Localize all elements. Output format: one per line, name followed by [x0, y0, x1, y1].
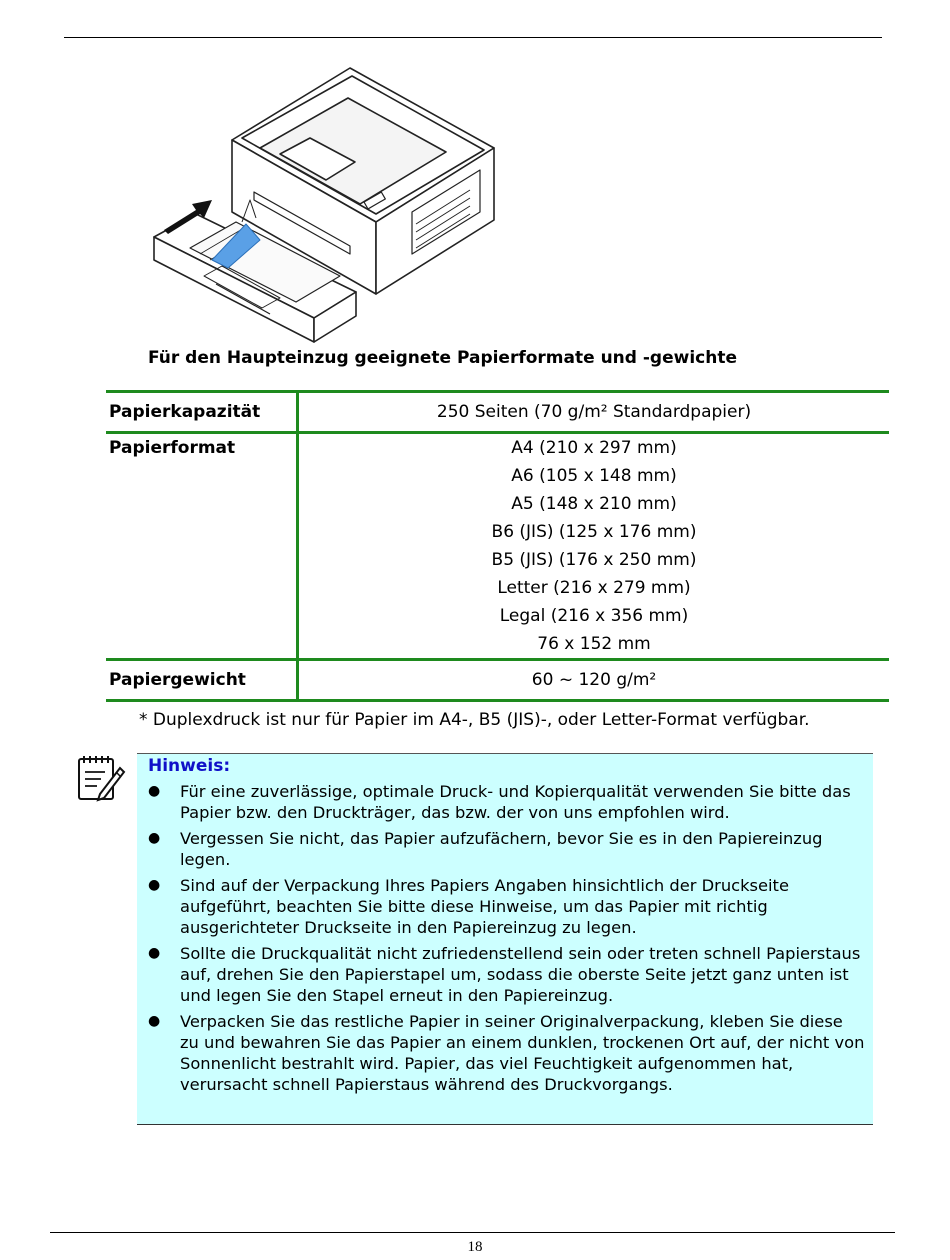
table-row	[106, 392, 889, 433]
format-item: A4 (210 x 297 mm)	[511, 438, 677, 458]
row-value: 60 ~ 120 g/m²	[531, 670, 657, 690]
top-rule	[64, 37, 882, 38]
list-item	[148, 1011, 866, 1095]
bullet-icon: ●	[148, 830, 161, 846]
list-item-text: Sollte die Druckqualität nicht zufriedenstellend sein oder treten schnell Papierstaus auf, drehen Sie den Papierstapel um, sodass die oberste Seite jetzt ganz unten ist und legen Sie den Stapel erneut in den Papiereinzug.	[180, 944, 861, 1005]
note-box	[137, 753, 873, 1125]
list-item	[148, 781, 866, 823]
list-item-text: Verpacken Sie das restliche Papier in seiner Originalverpackung, kleben Sie diese zu und bewahren Sie das Papier an einem dunklen, trockenen Ort auf, der nicht von Sonnenlicht bestrahlt wird. Papier, das viel Feuchtigkeit aufgenommen hat, verursacht schnell Papierstaus während des Druckvorgangs.	[180, 1012, 865, 1094]
printer-paper-tray-illustration	[150, 62, 510, 347]
table-row	[106, 660, 889, 701]
paper-spec-table	[106, 390, 889, 702]
format-item: B5 (JIS) (176 x 250 mm)	[491, 550, 697, 570]
list-item-text: Sind auf der Verpackung Ihres Papiers Angaben hinsichtlich der Druckseite aufgeführt, beachten Sie bitte diese Hinweise, um das Papier mit richtig ausgerichteter Druckseite in den Papiereinzug zu legen.	[180, 876, 789, 937]
duplex-footnote: * Duplexdruck ist nur für Papier im A4-, B5 (JIS)-, oder Letter-Format verfügbar.	[139, 710, 810, 730]
row-label: Papierkapazität	[106, 392, 298, 433]
format-item: A6 (105 x 148 mm)	[511, 466, 677, 486]
format-item: B6 (JIS) (125 x 176 mm)	[491, 522, 697, 542]
format-item: 76 x 152 mm	[537, 634, 651, 654]
page-number: 18	[467, 1239, 483, 1255]
table-row	[106, 433, 889, 660]
note-list	[148, 781, 866, 1100]
note-pad-icon	[76, 754, 126, 802]
list-item-text: Vergessen Sie nicht, das Papier aufzufächern, bevor Sie es in den Papiereinzug legen.	[180, 829, 823, 869]
format-item: A5 (148 x 210 mm)	[511, 494, 677, 514]
illustration-caption: Für den Haupteinzug geeignete Papierformate und -gewichte	[148, 348, 737, 368]
bullet-icon: ●	[148, 877, 161, 893]
note-title: Hinweis:	[148, 756, 231, 776]
row-label: Papiergewicht	[106, 660, 298, 701]
list-item	[148, 875, 866, 938]
list-item-text: Für eine zuverlässige, optimale Druck- und Kopierqualität verwenden Sie bitte das Papier bzw. den Druckträger, das bzw. der von uns empfohlen wird.	[180, 782, 851, 822]
bullet-icon: ●	[148, 783, 161, 799]
list-item	[148, 828, 866, 870]
bottom-rule	[50, 1232, 895, 1233]
list-item	[148, 943, 866, 1006]
row-label: Papierformat	[106, 433, 298, 660]
bullet-icon: ●	[148, 945, 161, 961]
format-item: Letter (216 x 279 mm)	[497, 578, 691, 598]
format-item: Legal (216 x 356 mm)	[499, 606, 689, 626]
row-value: 250 Seiten (70 g/m² Standardpapier)	[436, 402, 752, 422]
bullet-icon: ●	[148, 1013, 161, 1029]
format-list	[298, 433, 890, 660]
